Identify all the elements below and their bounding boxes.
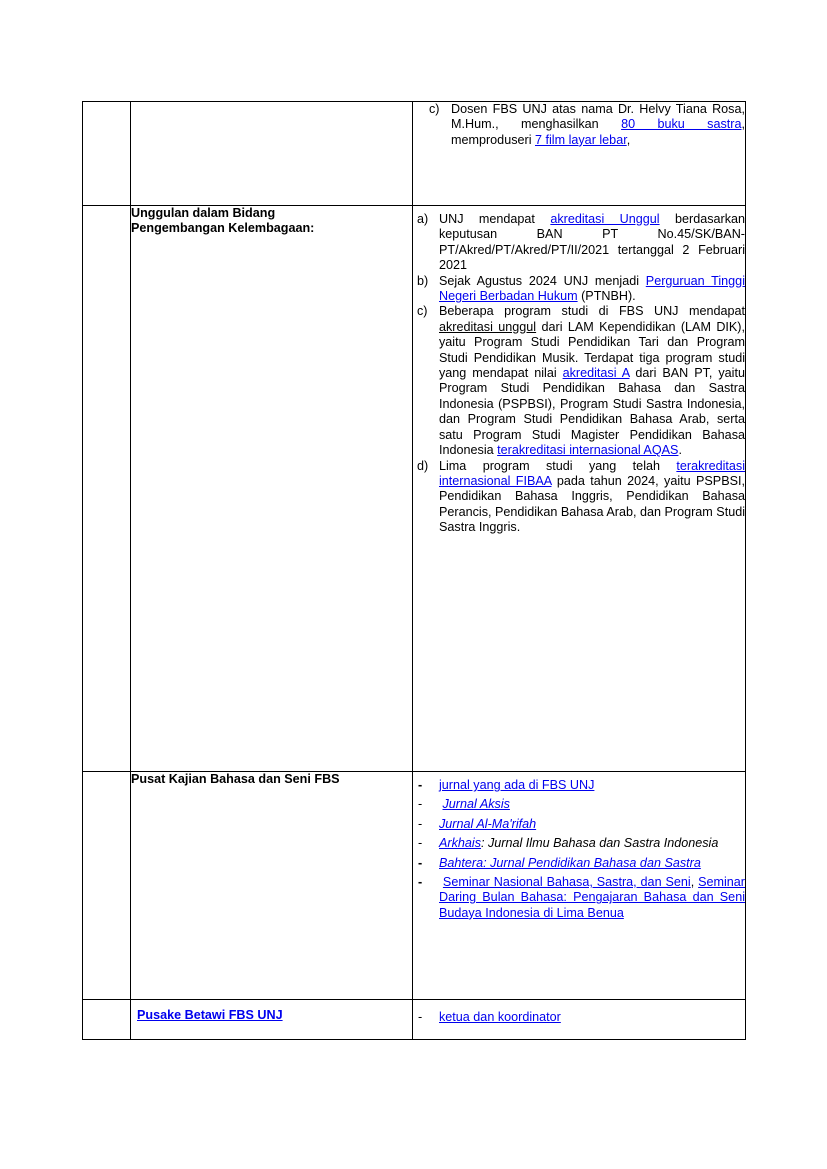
list-text — [439, 778, 745, 793]
list-text — [439, 856, 745, 871]
films-link[interactable]: 7 film layar lebar — [535, 132, 627, 147]
underlined-text: akreditasi unggul — [439, 319, 537, 334]
content-table — [82, 101, 746, 1040]
list-marker: - — [418, 1010, 423, 1024]
category-cell — [131, 1000, 413, 1040]
category-label: Unggulan dalam Bidang Pengembangan Kelembagaan: — [131, 206, 315, 236]
list-marker: - — [418, 836, 423, 851]
seminar-daring-link[interactable]: Seminar Daring Bulan Bahasa: Pengajaran Bahasa dan Seni Budaya Indonesia di Lima Benua — [439, 875, 746, 920]
number-cell — [83, 206, 131, 772]
list-marker: - — [418, 797, 423, 812]
list-marker: - — [418, 816, 423, 831]
list-item — [413, 274, 745, 305]
list-item — [413, 459, 745, 536]
number-cell — [83, 1000, 131, 1040]
table-row — [83, 206, 746, 772]
ketua-koordinator-link[interactable]: ketua dan koordinator — [439, 1010, 561, 1024]
table-row — [83, 102, 746, 206]
list-text — [439, 817, 745, 832]
accreditation-unggul-link[interactable]: akreditasi Unggul — [550, 212, 660, 226]
description-cell — [413, 206, 746, 772]
fibaa-link[interactable]: terakreditasi internasional FIBAA — [439, 458, 745, 488]
pusake-betawi-link[interactable]: Pusake Betawi FBS UNJ — [137, 1008, 283, 1022]
books-link[interactable]: 80 buku sastra — [621, 117, 742, 132]
description-cell — [413, 102, 746, 206]
list-marker: b) — [417, 273, 429, 288]
list-item — [413, 304, 745, 458]
aqas-link[interactable]: terakreditasi internasional AQAS — [497, 443, 679, 458]
category-cell — [131, 102, 413, 206]
list-marker: d) — [417, 458, 429, 473]
list-item — [413, 875, 745, 921]
accreditation-a-link[interactable]: akreditasi A — [562, 366, 630, 381]
category-cell — [131, 772, 413, 1000]
category-cell — [131, 206, 413, 772]
list-marker: - — [418, 778, 423, 792]
jurnal-al-marifah-link[interactable]: Jurnal Al-Ma'rifah — [439, 816, 537, 831]
number-cell — [83, 102, 131, 206]
description-cell — [413, 772, 746, 1000]
seminar-nasional-link[interactable]: Seminar Nasional Bahasa, Sastra, dan Seni — [442, 875, 691, 890]
list-text: Arkhais: Jurnal Ilmu Bahasa dan Sastra Indonesia — [439, 836, 719, 851]
list-item — [413, 817, 745, 832]
list-item — [413, 836, 745, 851]
list-marker: c) — [429, 102, 440, 116]
list-text: Lima program studi yang telah terakreditasi internasional FIBAA pada tahun 2024, yaitu PSPBSI, Pendidikan Bahasa Inggris, Pendidikan Bahasa Perancis, Pendidikan Bahasa Arab, dan Program Studi Sastra Inggris. — [439, 458, 745, 535]
list-text: Seminar Nasional Bahasa, Sastra, dan Seni, Seminar Daring Bulan Bahasa: Pengajaran Bahasa dan Seni Budaya Indonesia di Lima Benua — [439, 875, 746, 920]
table-row — [83, 1000, 746, 1040]
category-label: Pusat Kajian Bahasa dan Seni FBS — [131, 772, 340, 786]
arkhais-link[interactable]: Arkhais — [439, 836, 481, 851]
list-text — [439, 797, 745, 812]
list-item — [413, 797, 745, 812]
list-item — [413, 778, 745, 793]
jurnal-aksis-link[interactable]: Jurnal Aksis — [442, 797, 510, 812]
list-marker: - — [418, 855, 423, 870]
list-text: Beberapa program studi di FBS UNJ mendapat akreditasi unggul dari LAM Kependidikan (LAM DIK), yaitu Program Studi Pendidikan Tari dan Program Studi Pendidikan Musik. Terdapat tiga program studi yang mendapat nilai akreditasi A dari BAN PT, yaitu Program Studi Pendidikan Bahasa dan Sastra Indonesia (PSPBSI), Program Studi Sastra Indonesia, dan Program Studi Pendidikan Bahasa Arab, serta satu Program Studi Magister Pendidikan Bahasa Indonesia terakreditasi internasional AQAS. — [439, 304, 745, 458]
ptnbh-link[interactable]: Perguruan Tinggi Negeri Berbadan Hukum — [439, 273, 745, 304]
list-text: Sejak Agustus 2024 UNJ menjadi Perguruan Tinggi Negeri Berbadan Hukum (PTNBH). — [439, 273, 745, 304]
list-item — [413, 212, 745, 274]
number-cell — [83, 772, 131, 1000]
list-text: Dosen FBS UNJ atas nama Dr. Helvy Tiana Rosa, M.Hum., menghasilkan 80 buku sastra, memproduseri 7 film layar lebar, — [451, 102, 745, 147]
list-item — [413, 102, 745, 148]
journals-link[interactable]: jurnal yang ada di FBS UNJ — [439, 778, 595, 792]
list-item — [413, 1010, 745, 1025]
list-text: UNJ mendapat akreditasi Unggul berdasarkan keputusan BAN PT No.45/SK/BAN-PT/Akred/PT/Akred/PT/II/2021 tertanggal 2 Februari 2021 — [439, 212, 746, 273]
list-text — [439, 1010, 745, 1025]
table-row — [83, 772, 746, 1000]
description-cell — [413, 1000, 746, 1040]
list-marker: a) — [417, 212, 429, 226]
list-item — [413, 856, 745, 871]
bahtera-link[interactable]: Bahtera: Jurnal Pendidikan Bahasa dan Sastra — [439, 855, 701, 870]
list-marker: - — [418, 875, 423, 890]
list-marker: c) — [417, 304, 428, 319]
